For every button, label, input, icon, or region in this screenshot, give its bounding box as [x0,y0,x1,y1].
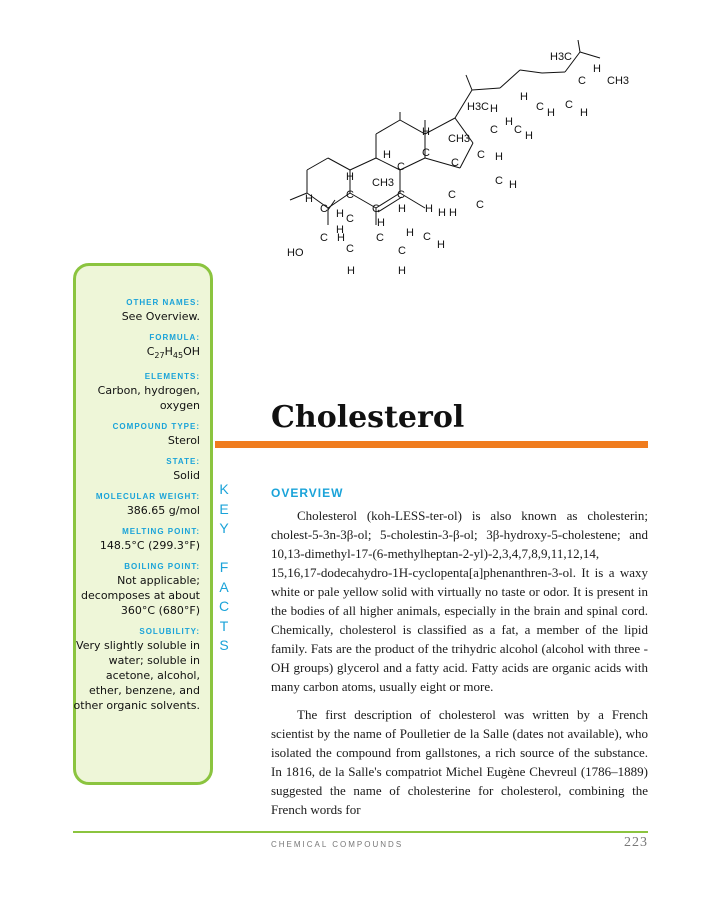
svg-text:C [490,124,498,136]
fact-value: Very slightly soluble in water; soluble in acetone, alcohol, ether, benzene, and other organic solvents. [73,639,200,713]
formula-part: C [146,345,155,358]
vertical-label-char: F [219,559,229,575]
atom-label: H [505,116,513,128]
fact-label: FORMULA: [149,333,200,342]
atom-label: H [593,63,601,75]
fact-value: Sterol [167,434,200,448]
vertical-label-char: E [219,500,229,517]
atom-label: C [346,213,354,225]
svg-text:C [423,231,431,243]
atom-label: C [495,175,503,187]
svg-text:H [398,265,406,277]
svg-text:C [514,124,522,136]
svg-text:H [422,126,430,138]
body-text [271,506,648,828]
key-facts-sidebar [73,263,213,785]
atom-label: H [336,208,344,220]
atom-label: C [578,75,586,87]
fact-label: SOLUBILITY: [139,627,200,637]
fact-label: MELTING POINT: [122,527,200,537]
atom-label: C [476,199,484,211]
atom-label: C [514,124,522,136]
atom-label: C [536,101,544,113]
vertical-label-char: T [219,617,229,634]
atom-label: H [490,103,498,115]
atom-label: H [525,130,533,142]
svg-text:H3C [550,51,572,63]
atom-label: C [423,231,431,243]
svg-text:C [536,101,544,113]
svg-text:H [425,203,433,215]
fact-other-names [70,298,200,324]
svg-text:H [580,107,588,119]
svg-text:H [593,63,601,75]
svg-text:H [520,91,528,103]
fact-value: Solid [173,469,200,483]
atom-label: H [425,203,433,215]
fact-label: BOILING POINT: [124,562,200,572]
atom-label: C [376,232,384,244]
atom-label: C [372,203,380,215]
svg-text:HO [287,247,304,259]
fact-melting-point [70,527,200,553]
svg-text:C [476,199,484,211]
atom-label: C [397,189,405,201]
paragraph: Cholesterol (koh-LESS-ter-ol) is also known as cholesterin; cholest-5-3n-3β-ol; 5-cholestin-3-β-ol; 3β-hydroxy-5-cholestene; and 10,13-dimethyl-17-(6-methylheptan-2-yl)-2,3,4,7,8,9,11,12,14, 15,16,17-dodecahydro-1H-cyclopenta[a]phenanthren-3-ol. It is a waxy white or pale yellow solid with virtually no taste or odor. It is present in the bodies of all higher animals, especially in the brain and spinal cord. Chemically, cholesterol is classified as a fat, a member of the lipid family. Fats are the product of the trihydric alcohol (alcohol with three -OH groups) glycerol and a fatty acid. Fatty acids are organic acids with many carbon atoms, usually eight or more. [271,508,648,694]
svg-text:H [383,149,391,161]
atom-label: H [336,224,344,236]
svg-text:H [505,116,513,128]
fact-label: COMPOUND TYPE: [112,422,200,432]
svg-text:C [346,213,354,225]
atom-label: C [320,232,328,244]
svg-text:H3C [467,101,489,113]
svg-text:H [437,239,445,251]
atom-label: H [520,91,528,103]
atom-label: CH3 [448,133,471,145]
atom-label: CH3 [607,75,630,87]
svg-text:H [547,107,555,119]
atom-label: H [422,126,430,138]
atom-label: H3C [467,101,490,113]
formula-subscript: 45 [172,351,184,361]
atom-label: H [346,171,354,183]
atom-label: H [337,232,345,244]
formula-part: OH [183,345,200,358]
svg-text:CH3 [372,177,394,189]
svg-text:C [422,147,430,159]
atom-label: H [495,151,503,163]
fact-label: ELEMENTS: [144,372,200,382]
fact-value: Not applicable; decomposes at about 360°C (680°F) [81,574,200,618]
facts-list [70,298,200,722]
svg-text:C [495,175,503,187]
svg-text:C [320,203,328,215]
atom-label: H [398,203,406,215]
atom-label: C [346,243,354,255]
svg-text:H [490,103,498,115]
atom-label: H [383,149,391,161]
fact-boiling-point [70,562,200,618]
svg-text:H [495,151,503,163]
svg-text:H [346,171,354,183]
fact-value: 148.5°C (299.3°F) [99,539,200,553]
svg-text:H [406,227,414,239]
atom-label: C [397,161,405,173]
svg-text:C [346,189,354,201]
fact-value [70,344,200,363]
svg-text:C [397,161,405,173]
svg-text:H [525,130,533,142]
atom-label: C [320,203,328,215]
page-number: 223 [624,835,648,850]
atom-label: H [509,179,517,191]
svg-text:CH3 [607,75,629,87]
svg-text:H [377,217,385,229]
vertical-label-char [215,539,233,559]
svg-text:H H [438,207,457,219]
fact-state [70,457,200,483]
svg-text:C [448,189,456,201]
svg-text:C [346,243,354,255]
svg-text:C [376,232,384,244]
fact-compound-type [70,422,200,448]
atom-label: HO [287,247,304,259]
atom-label: H [398,265,406,277]
title-underline-bar [215,441,648,448]
atom-label: C [398,245,406,257]
vertical-label-char: S [219,637,229,653]
svg-text:C [398,245,406,257]
svg-text:CH3 [448,133,470,145]
svg-text:C [397,189,405,201]
fact-label: STATE: [166,457,200,467]
fact-value: See Overview. [121,310,200,323]
atom-label: C [565,99,573,111]
svg-text:C [372,203,380,215]
atom-label: H [406,227,414,239]
atom-label: H [377,217,385,229]
atom-label: H H [438,207,457,219]
fact-elements [70,372,200,413]
svg-text:H [337,232,345,244]
footer-book-title: CHEMICAL COMPOUNDS [271,840,404,849]
svg-text:C [477,149,485,161]
atom-label: C [490,124,498,136]
footer-rule [73,831,648,833]
svg-text:C [565,99,573,111]
atom-label: C [451,157,459,169]
atom-label: C [448,189,456,201]
atom-label: H [347,265,355,277]
svg-text:H [509,179,517,191]
fact-solubility [70,627,200,713]
page-title: Cholesterol [271,400,465,435]
vertical-label-char: Y [219,520,229,536]
section-heading-overview: OVERVIEW [271,486,344,500]
cholesterol-structure-diagram [280,40,640,280]
key-facts-vertical-label [215,480,233,656]
fact-molecular-weight [70,492,200,518]
formula-subscript: 27 [154,351,165,361]
svg-text:H [398,203,406,215]
fact-value: 386.65 g/mol [126,504,200,518]
atom-label: H [437,239,445,251]
svg-text:C [320,232,328,244]
svg-text:H [347,265,355,277]
vertical-label-char: K [219,481,229,497]
svg-text:H [336,208,344,220]
atom-label: H [547,107,555,119]
formula-part: H [164,345,173,358]
svg-text:C [451,157,459,169]
fact-formula [70,333,200,363]
vertical-label-char: A [219,578,229,595]
atom-label: H [580,107,588,119]
paragraph: The first description of cholesterol was written by a French scientist by the name of Poulletier de la Salle (dates not available), who isolated the compound from gallstones, a rich source of the substance. In 1816, de la Salle's compatriot Michel Eugène Chevreul (1786–1889) suggested the name of cholesterine for cholesterol, combining the French words for [271,707,648,817]
bond-lines [290,40,600,225]
atom-label: H3C [550,51,573,63]
atom-label: C [477,149,485,161]
atom-label: C [422,147,430,159]
fact-label: OTHER NAMES: [126,298,200,307]
fact-value: Carbon, hydrogen, oxygen [97,384,200,413]
vertical-label-char: C [218,598,230,614]
atom-label: C [346,189,354,201]
svg-text:C [578,75,586,87]
atom-label: H [305,193,313,205]
atom-label: CH3 [372,177,395,189]
fact-label: MOLECULAR WEIGHT: [95,492,200,502]
svg-text:H [305,193,313,205]
